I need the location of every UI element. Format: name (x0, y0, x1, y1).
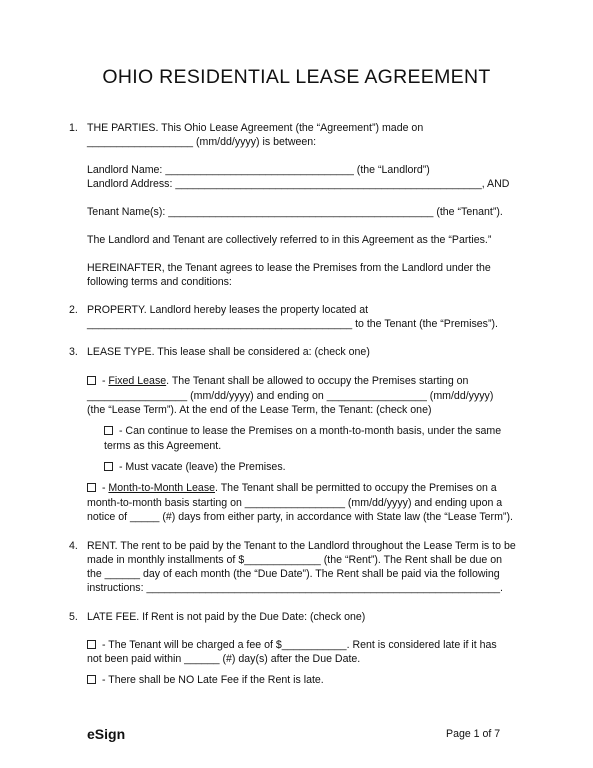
tenant-names-line: Tenant Name(s): _____________________________________________ (the “Tenant”). (87, 206, 503, 218)
fixed-lease-dates-line: _________________ (mm/dd/yyyy) and ending on _________________ (mm/dd/yyyy) (87, 390, 494, 402)
month-to-month-dash: - (99, 482, 109, 494)
section-1-heading: THE PARTIES. This Ohio Lease Agreement (the “Agreement”) made on (87, 122, 424, 134)
month-to-month-start-line: month-to-month basis starting on _________________ (mm/dd/yyyy) and ending upon a (87, 497, 503, 509)
property-address-line: _____________________________________________ to the Tenant (the “Premises”). (87, 318, 498, 330)
must-vacate-checkbox[interactable] (104, 462, 113, 471)
fixed-lease-label: Fixed Lease (108, 375, 167, 387)
no-late-fee-option (87, 673, 324, 687)
month-to-month-option (87, 481, 497, 495)
section-2-number: 2. (69, 304, 78, 316)
must-vacate-text: - Must vacate (leave) the Premises. (116, 461, 286, 473)
section-4-number: 4. (69, 540, 78, 552)
hereinafter-line-2: following terms and conditions: (87, 276, 232, 288)
late-fee-text: - The Tenant will be charged a fee of $___________. Rent is considered late if it has (99, 639, 497, 651)
month-to-month-notice-line: notice of _____ (#) days from either party, in accordance with State law (the “Lease Term”). (87, 511, 513, 523)
section-3-number: 3. (69, 346, 78, 358)
landlord-name-line: Landlord Name: ________________________________ (the “Landlord”) (87, 164, 430, 176)
fixed-lease-text: . The Tenant shall be allowed to occupy the Premises starting on (166, 375, 469, 387)
rent-instructions-line: instructions: ____________________________________________________________. (87, 582, 503, 594)
late-fee-option (87, 638, 497, 652)
section-2-heading: PROPERTY. Landlord hereby leases the property located at (87, 304, 369, 316)
late-fee-days-line: not been paid within ______ (#) day(s) after the Due Date. (87, 653, 361, 665)
esign-logo: eSign (87, 726, 126, 742)
hereinafter-line-1: HEREINAFTER, the Tenant agrees to lease the Premises from the Landlord under the (87, 262, 491, 274)
document-title: OHIO RESIDENTIAL LEASE AGREEMENT (102, 66, 491, 88)
must-vacate-option (104, 460, 286, 474)
fixed-lease-term-line: (the “Lease Term”). At the end of the Lease Term, the Tenant: (check one) (87, 404, 432, 416)
rent-line-3: the ______ day of each month (the “Due Date”). The Rent shall be paid via the following (87, 568, 500, 580)
rent-line-1: RENT. The rent to be paid by the Tenant to the Landlord throughout the Lease Term is to be (87, 540, 516, 552)
no-late-fee-checkbox[interactable] (87, 675, 96, 684)
section-1-number: 1. (69, 122, 78, 134)
landlord-address-line: Landlord Address: ____________________________________________________, AND (87, 178, 510, 190)
fixed-lease-checkbox[interactable] (87, 376, 96, 385)
month-to-month-text: . The Tenant shall be permitted to occupy the Premises on a (215, 482, 497, 494)
late-fee-checkbox[interactable] (87, 640, 96, 649)
section-5-heading: LATE FEE. If Rent is not paid by the Due Date: (check one) (87, 611, 366, 623)
rent-line-2: made in monthly installments of $_____________ (the “Rent”). The Rent shall be due on (87, 554, 502, 566)
continue-lease-checkbox[interactable] (104, 426, 113, 435)
page-number: Page 1 of 7 (446, 728, 501, 740)
fixed-lease-option (87, 374, 468, 388)
continue-month-to-month-option (104, 424, 501, 438)
section-3-heading: LEASE TYPE. This lease shall be considered a: (check one) (87, 346, 370, 358)
continue-lease-text: - Can continue to lease the Premises on a month-to-month basis, under the same (116, 425, 502, 437)
month-to-month-checkbox[interactable] (87, 483, 96, 492)
no-late-fee-text: - There shall be NO Late Fee if the Rent is late. (99, 674, 324, 686)
agreement-date-line: __________________ (mm/dd/yyyy) is between: (87, 136, 317, 148)
fixed-lease-dash: - (99, 375, 109, 387)
section-5-number: 5. (69, 611, 78, 623)
parties-paragraph: The Landlord and Tenant are collectively referred to in this Agreement as the “Parties.” (87, 234, 492, 246)
continue-lease-line-2: terms as this Agreement. (104, 440, 222, 452)
month-to-month-label: Month-to-Month Lease (108, 482, 216, 494)
